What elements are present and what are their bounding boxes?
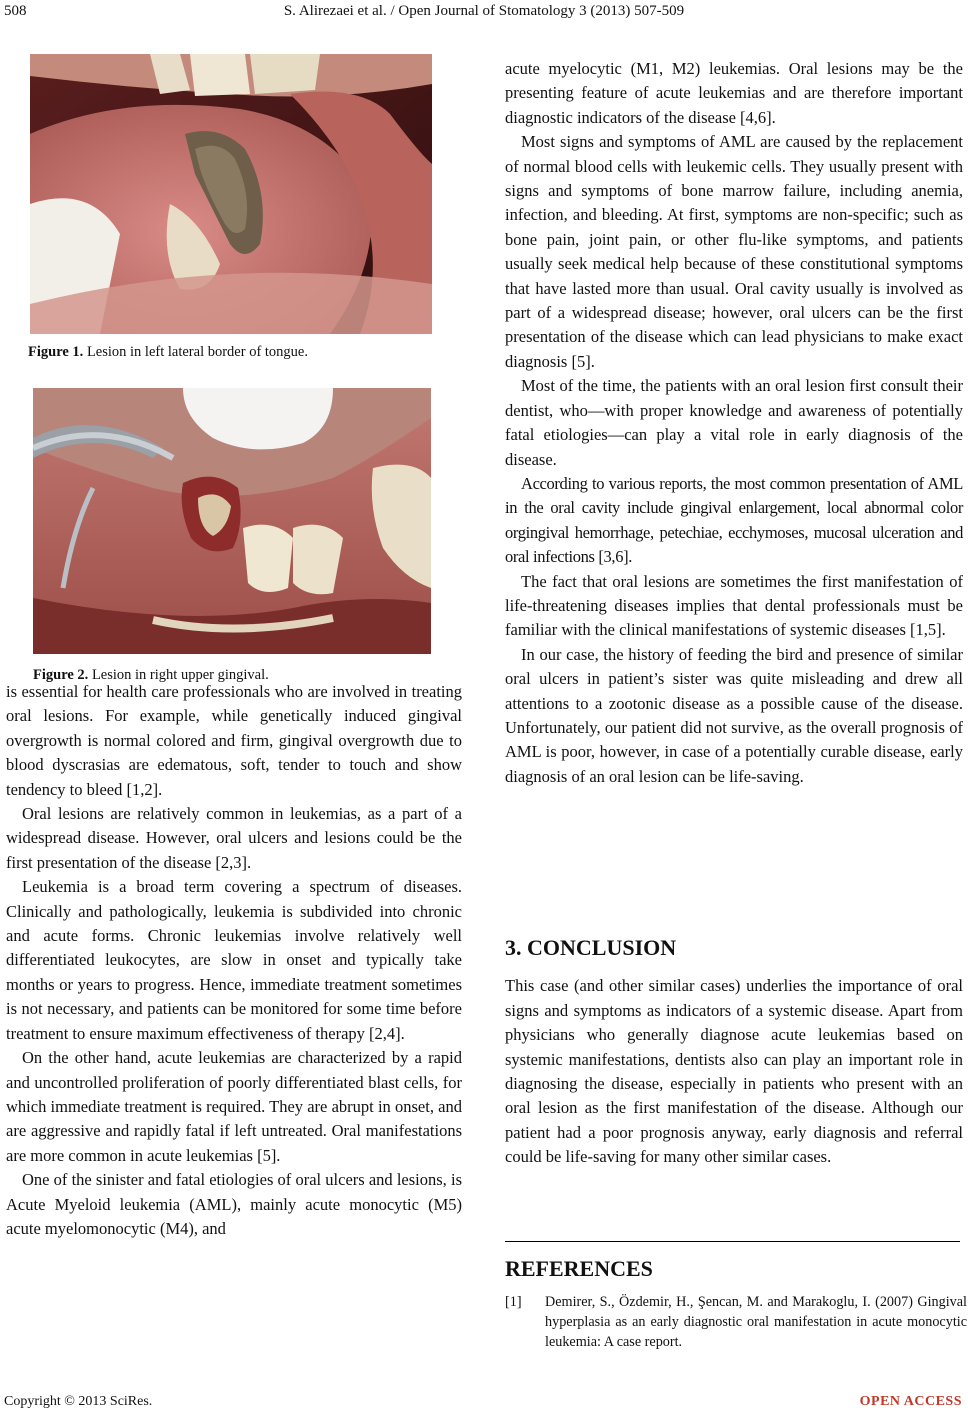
figure-1-photo (30, 54, 432, 334)
left-column (6, 680, 462, 1241)
page-header (0, 0, 968, 22)
conclusion-text: This case (and other similar cases) underlies the importance of oral signs and symptoms as indicators of a systemic disease. Apart from physicians who generally diagnose acute leukemias based on systemic manifestations, dentists also can play an important role in diagnosing the disease, especially in patients who present with an oral lesion as the first manifestation of the disease. Although our patient had a poor prognosis anyway, early diagnosis and referral could be life-saving for many other similar cases. (505, 976, 963, 1167)
copyright-notice: Copyright © 2013 SciRes. (4, 1394, 153, 1409)
gingival-lesion-photo (33, 388, 431, 654)
references-heading: REFERENCES (505, 1256, 653, 1281)
right-column (505, 57, 963, 789)
figure-2-caption-text: Lesion in right upper gingival. (88, 667, 269, 683)
reference-text: Demirer, S., Özdemir, H., Şencan, M. and Marakoglu, I. (2007) Gingival hyperplasia as an early diagnostic oral manifestation in acute monocytic leukemia: A case report. (545, 1294, 967, 1350)
figure-2-photo (33, 388, 431, 654)
paragraph: is essential for health care professionals who are involved in treating oral lesions. For example, while genetically induced gingival overgrowth is normal colored and firm, gingival overgrowth due to blood dyscrasias are edematous, soft, tender to touch and show tendency to bleed [1,2]. (6, 682, 462, 799)
section-divider (505, 1241, 960, 1242)
figure-1-label: Figure 1. (28, 344, 84, 360)
conclusion-heading: 3. CONCLUSION (505, 935, 677, 960)
tongue-lesion-photo (30, 54, 432, 334)
open-access-label: OPEN ACCESS (859, 1394, 962, 1409)
paragraph: The fact that oral lesions are sometimes the first manifestation of life-threatening diseases implies that dental professionals must be familiar with the clinical manifestations of systemic diseases [1,5]. (505, 571, 963, 640)
page-number: 508 (4, 3, 27, 19)
paragraph: According to various reports, the most common presentation of AML in the oral cavity include gingival enlargement, local abnormal color orgingival hemorrhage, petechiae, ecchymoses, mucosal ulceration and oral infections [3,6]. (505, 473, 963, 567)
paragraph: In our case, the history of feeding the bird and presence of similar oral ulcers in patient’s sister was quite misleading and drew all attentions to a zootonic disease as a possible cause of the disease. Unfortunately, our patient did not survive, as the overall prognosis of AML is poor, however, in case of a potentially curable disease, early diagnosis of an oral lesion can be life-saving. (505, 644, 963, 786)
paragraph: acute myelocytic (M1, M2) leukemias. Oral lesions may be the presenting feature of acute leukemias and are therefore important diagnostic indicators of the disease [4,6]. (505, 59, 963, 127)
running-head: S. Alirezaei et al. / Open Journal of Stomatology 3 (2013) 507-509 (283, 3, 685, 19)
paragraph: Most signs and symptoms of AML are caused by the replacement of normal blood cells with leukemic cells. They usually present with signs and symptoms of bone marrow failure, including anemia, infection, and bleeding. At first, symptoms are non-specific; such as bone pain, joint pain, or other flu-like symptoms, and patients usually seek medical help because of these constitutional symptoms that have lasted more than usual. Oral cavity usually is involved as part of a widespread disease; however, oral ulcers can be the first presentation of the disease which can lead physicians to make exact diagnosis [5]. (505, 132, 963, 371)
figure-1-caption-text: Lesion in left lateral border of tongue. (83, 344, 308, 360)
conclusion-section (505, 936, 963, 1170)
reference-item (505, 1292, 967, 1352)
figure-2-label: Figure 2. (33, 667, 89, 683)
paragraph: Most of the time, the patients with an oral lesion first consult their dentist, who—with proper knowledge and awareness of potentially fatal etiologies—can play a vital role in early diagnosis of the disease. (505, 376, 963, 469)
figure-1-caption (28, 344, 308, 361)
paragraph: On the other hand, acute leukemias are characterized by a rapid and uncontrolled proliferation of poorly differentiated blast cells, for which immediate treatment is required. They are abrupt in onset, and are aggressive and rapidly fatal if left untreated. Oral manifestations are more common in acute leukemias [5]. (6, 1048, 462, 1165)
reference-number: [1] (505, 1294, 522, 1310)
paragraph: Oral lesions are relatively common in leukemias, as a part of a widespread disease. However, oral ulcers and lesions could be the first presentation of the disease [2,3]. (6, 804, 462, 872)
paragraph: One of the sinister and fatal etiologies of oral ulcers and lesions, is Acute Myeloid leukemia (AML), mainly acute monocytic (M5) acute myelomonocytic (M4), and (6, 1170, 462, 1238)
paragraph: Leukemia is a broad term covering a spectrum of diseases. Clinically and pathologically, leukemia is subdivided into chronic and acute forms. Chronic leukemias involve relatively well differentiated leukocytes, are slow in onset and typically take months or years to progress. Hence, immediate treatment sometimes is not necessary, and patients can be monitored for some time before treatment to ensure maximum effectiveness of therapy [2,4]. (6, 877, 462, 1043)
